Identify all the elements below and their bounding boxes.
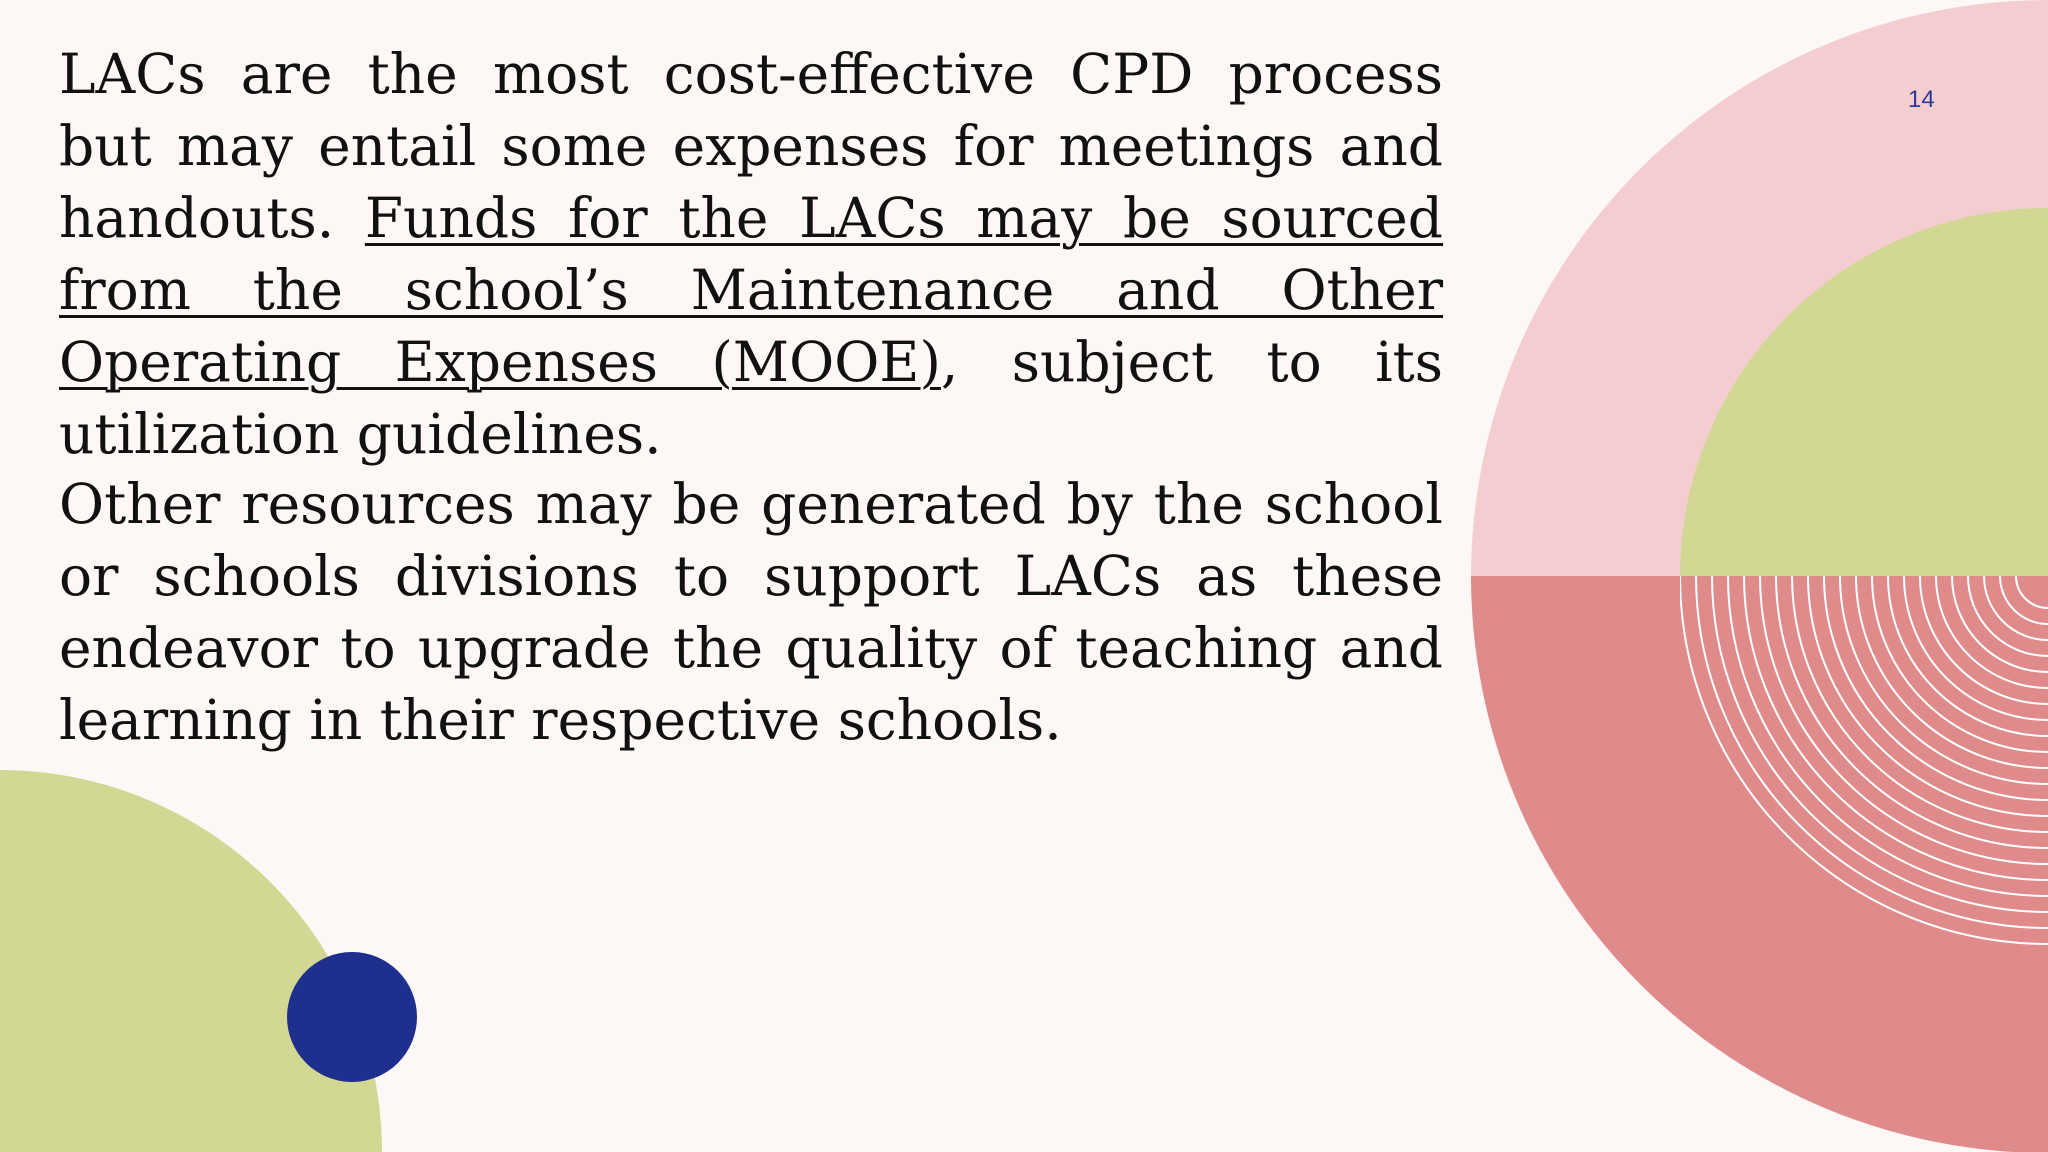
page-number: 14: [1908, 86, 1935, 113]
paragraph-funding-lead: LACs are the most cost-effective CPD process but may entail some expenses for meetings and handouts.: [59, 42, 1443, 250]
rose-half-circle-shape: [1471, 576, 2048, 1152]
paragraph-other-resources: Other resources may be generated by the school or schools divisions to support LACs as these endeavor to upgrade the quality of teaching and learning in their respective schools.: [59, 472, 1443, 752]
paragraph-funding-tail: , subject to its utilization guidelines.: [59, 330, 1443, 466]
paragraph-funding: [59, 38, 1443, 470]
paragraph-funding-underlined: Funds for the LACs may be sourced from the school’s Maintenance and Other Operating Expenses (MOOE): [59, 186, 1444, 394]
navy-dot-shape: [287, 952, 417, 1082]
